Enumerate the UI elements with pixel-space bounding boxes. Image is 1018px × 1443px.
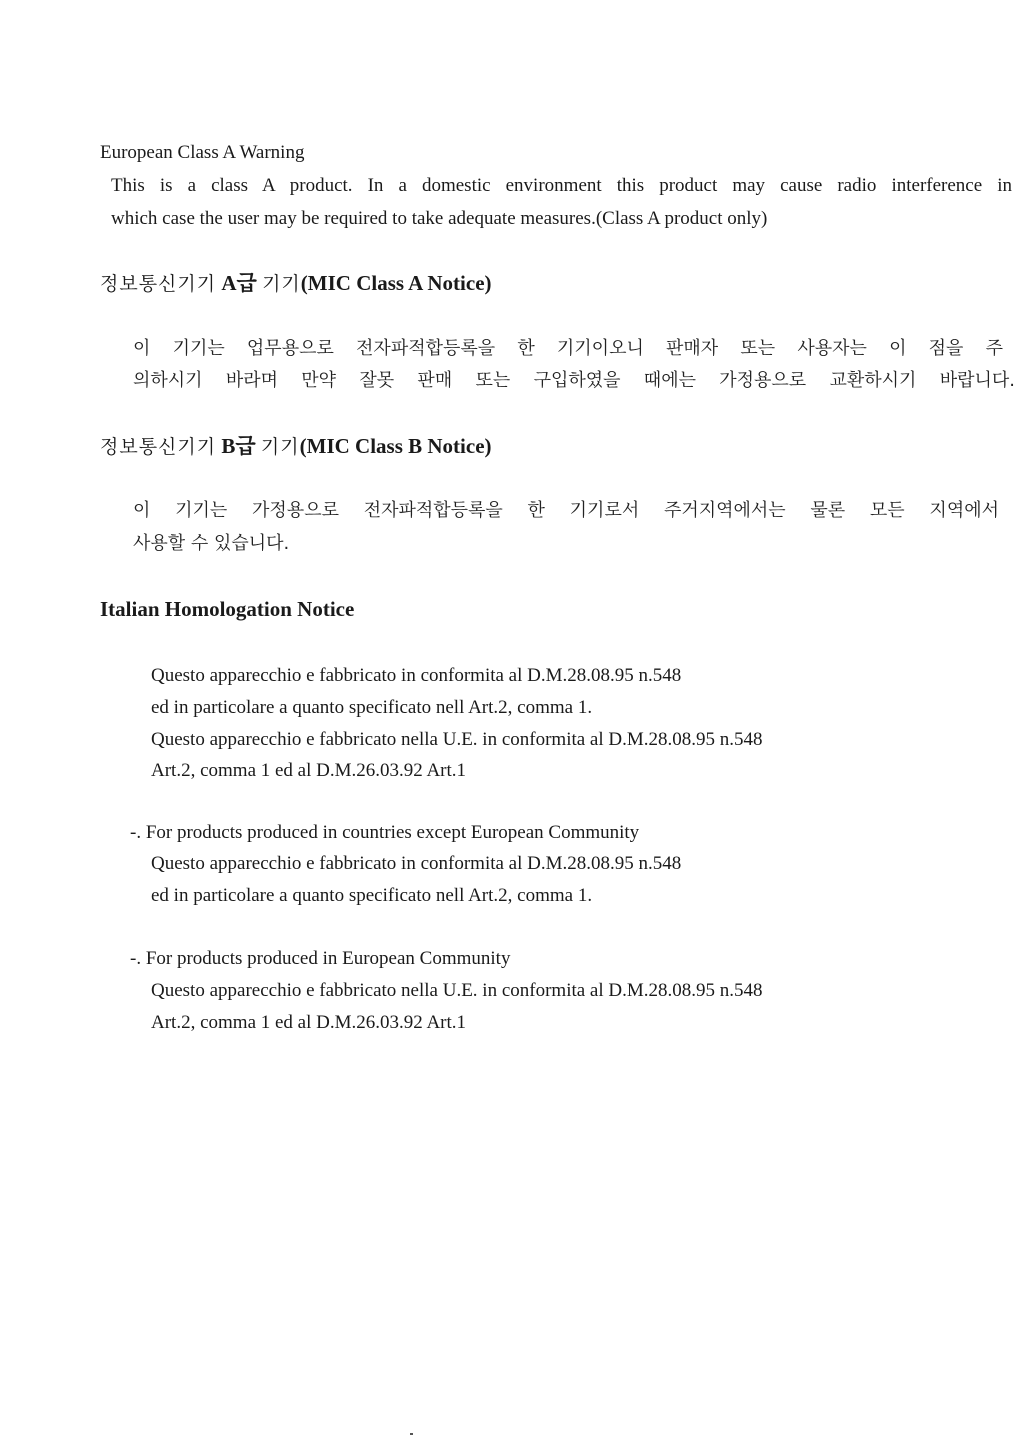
mic-class-b-heading-ko: 정보통신기기	[100, 436, 217, 458]
italian-block3-line: Questo apparecchio e fabbricato nella U.E. in conformita al D.M.28.08.95 n.548	[151, 980, 763, 1001]
mic-class-a-body-line1: 이 기기는 업무용으로 전자파적합등록을 한 기기이오니 판매자 또는 사용자는 이 점을 주	[133, 338, 1003, 359]
italian-block2-line: ed in particolare a quanto specificato nell Art.2, comma 1.	[151, 885, 593, 906]
mic-class-b-heading-grade: B급	[221, 434, 256, 458]
italian-block1-line: Questo apparecchio e fabbricato nella U.E. in conformita al D.M.28.08.95 n.548	[151, 729, 763, 750]
european-warning-body-line1: This is a class A product. In a domestic environment this product may cause radio interference in	[111, 175, 1012, 196]
mic-class-b-body-line2: 사용할 수 있습니다.	[133, 533, 290, 554]
mic-class-a-heading-en: (MIC Class A Notice)	[300, 271, 492, 295]
italian-block2-line: Questo apparecchio e fabbricato in conformita al D.M.28.08.95 n.548	[151, 853, 682, 874]
italian-block1-line: Questo apparecchio e fabbricato in conformita al D.M.28.08.95 n.548	[151, 665, 682, 686]
mic-class-a-body-line2: 의하시기 바라며 만약 잘못 판매 또는 구입하였을 때에는 가정용으로 교환하시기 바랍니다.	[133, 370, 1015, 391]
mic-class-b-body-line1: 이 기기는 가정용으로 전자파적합등록을 한 기기로서 주거지역에서는 물론 모든 지역에서	[133, 500, 999, 521]
italian-block1-line: Art.2, comma 1 ed al D.M.26.03.92 Art.1	[151, 760, 467, 781]
mic-class-a-heading	[100, 269, 492, 298]
mic-class-a-heading-ko: 정보통신기기	[100, 273, 217, 295]
italian-block2-bullet: -. For products produced in countries except European Community	[130, 822, 640, 843]
mic-class-b-heading	[100, 432, 492, 461]
italian-block3-bullet: -. For products produced in European Community	[130, 948, 511, 969]
european-warning-body-line2: which case the user may be required to take adequate measures.(Class A product only)	[111, 208, 768, 229]
scan-artifact-mark	[410, 1433, 413, 1435]
mic-class-b-heading-device: 기기	[260, 436, 300, 458]
mic-class-b-heading-en: (MIC Class B Notice)	[299, 434, 492, 458]
mic-class-a-heading-grade: A급	[221, 271, 257, 295]
italian-block1-line: ed in particolare a quanto specificato nell Art.2, comma 1.	[151, 697, 593, 718]
italian-block3-line: Art.2, comma 1 ed al D.M.26.03.92 Art.1	[151, 1012, 467, 1033]
mic-class-a-heading-device: 기기	[262, 273, 301, 295]
european-warning-title: European Class A Warning	[100, 142, 305, 163]
italian-notice-title: Italian Homologation Notice	[100, 597, 355, 621]
